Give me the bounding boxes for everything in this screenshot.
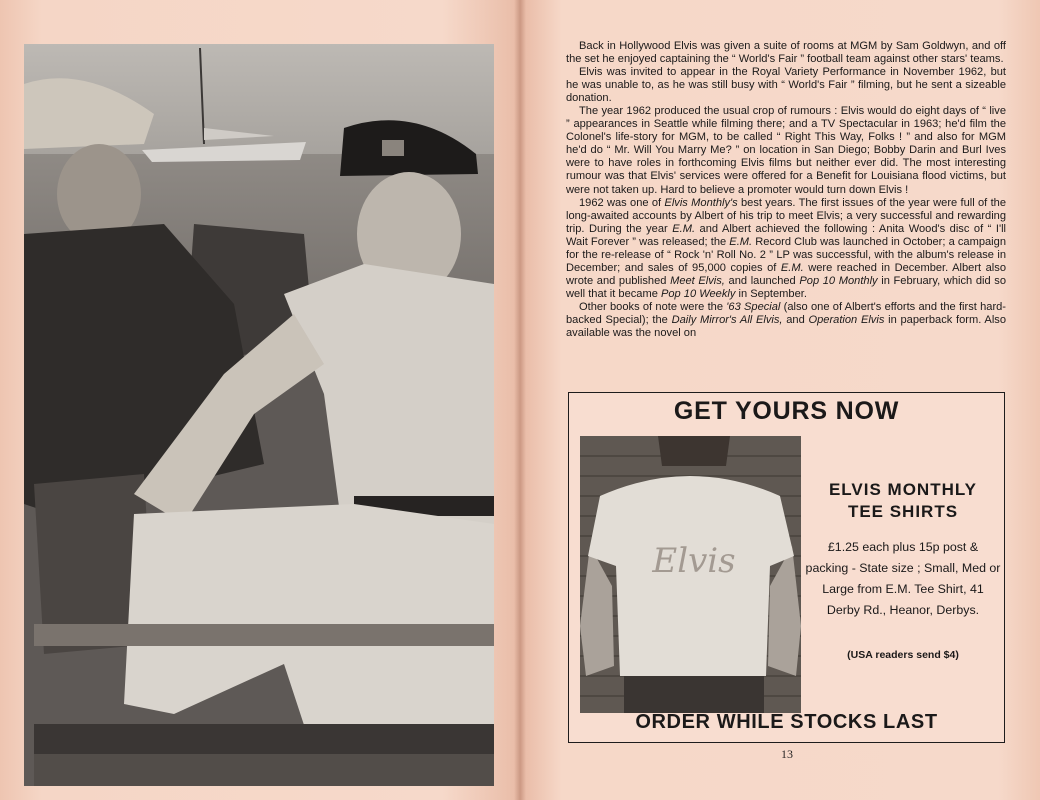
- text-run: and Albert achieved the following : Anita Wood's disc of “ I'll Wait Forever ” was released; the: [566, 222, 1006, 248]
- italic-title: E.M.: [780, 261, 804, 274]
- text-run: and: [782, 313, 809, 326]
- italic-title: Operation Elvis: [808, 313, 885, 326]
- page-number: 13: [781, 747, 793, 761]
- tee-shirt-advert: [568, 392, 1005, 743]
- page-gutter: [514, 0, 526, 800]
- article-paragraph: Elvis was invited to appear in the Royal Variety Performance in November 1962, but he was unable to, as he was still busy with “ World's Fair ” filming, but he sent a sizeable donation.: [566, 66, 1006, 105]
- text-run: best years. The first issues of the year were full of the long-awaited accounts by Albert of his trip to meet Elvis; a very successful and rewarding trip. During the year: [566, 196, 1006, 235]
- article-paragraph: [566, 197, 1006, 301]
- italic-title: Meet Elvis,: [670, 274, 725, 287]
- shirt-print-text: Elvis: [652, 541, 736, 581]
- ad-headline: GET YOURS NOW: [673, 397, 900, 425]
- ad-usa-note: (USA readers send $4): [847, 649, 959, 661]
- italic-title: E.M.: [729, 235, 753, 248]
- italic-title: Daily Mirror's All Elvis,: [671, 313, 783, 326]
- ad-footer: ORDER WHILE STOCKS LAST: [635, 711, 938, 733]
- article-paragraph: [566, 301, 1006, 340]
- ad-price-details: £1.25 each plus 15p post & packing - State size ; Small, Med or Large from E.M. Tee Shirt, 41 Derby Rd., Heanor, Derbys.: [805, 540, 1001, 617]
- article-paragraph: The year 1962 produced the usual crop of rumours : Elvis would do eight days of “ live ” appearances in Seattle while filming there; and a TV Spectacular in 1963; he'd film the Colonel's life-story for MGM, to be called “ Right This Way, Folks ! ” and also for MGM he'd do “ Mr. Will You Marry Me? ” on location in San Diego; Bobby Darin and Burl Ives were to have roles in forthcoming Elvis films but neither ever did. The most interesting rumour was that Elvis' services were offered for a Benefit for Louisiana flood victims, but were not taken up. Hard to believe a promoter would turn down Elvis !: [566, 105, 1006, 196]
- ad-product-title: [803, 479, 1003, 523]
- ad-title-line: TEE SHIRTS: [847, 502, 959, 521]
- text-run: (also one of Albert's efforts and the first hard-backed Special); the: [566, 300, 1006, 326]
- italic-title: Pop 10 Monthly: [799, 274, 878, 287]
- text-run: in paperback form. Also available was the novel on: [566, 313, 1006, 340]
- text-run: Record Club was launched in October; a campaign for the re-release of “ Rock 'n' Roll No. 2 ” LP was successful, with the album's release in December; and sales of 95,000 copies of: [566, 235, 1006, 274]
- text-run: in September.: [735, 287, 807, 300]
- article-paragraph: Back in Hollywood Elvis was given a suite of rooms at MGM by Sam Goldwyn, and off the set he enjoyed captaining the “ World's Fair ” football team against other stars' teams.: [566, 40, 1006, 66]
- text-run: in February, which did so well that it became: [566, 274, 1006, 300]
- tee-shirt-photo: [580, 436, 801, 713]
- ad-title-line: ELVIS MONTHLY: [828, 480, 978, 499]
- elvis-photo: [24, 44, 494, 786]
- text-run: 1962 was one of: [579, 196, 665, 209]
- text-run: were reached in December. Albert also wrote and published: [566, 261, 1006, 287]
- article-text: [566, 40, 1006, 340]
- text-run: and launched: [724, 274, 800, 287]
- italic-title: E.M.: [672, 222, 696, 235]
- text-run: Other books of note were the: [579, 300, 727, 313]
- italic-title: Pop 10 Weekly: [660, 287, 736, 300]
- italic-title: '63 Special: [726, 300, 781, 313]
- italic-title: Elvis Monthly's: [664, 196, 738, 209]
